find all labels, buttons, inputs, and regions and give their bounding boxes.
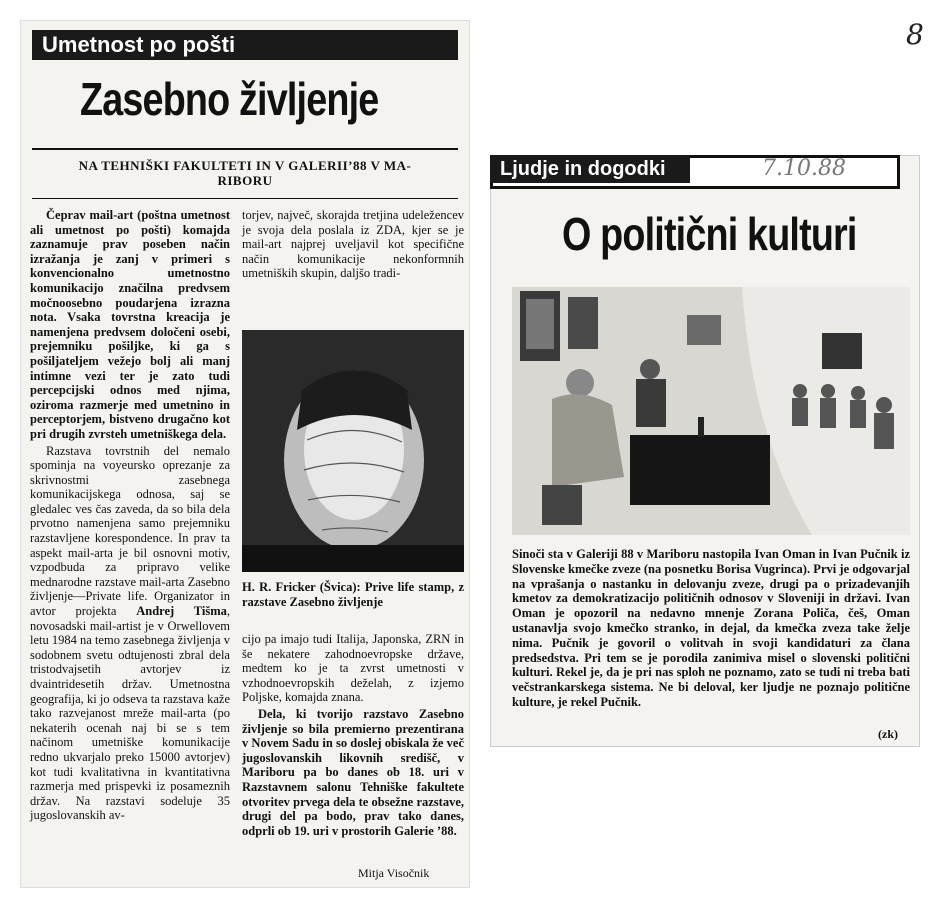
author-signature: (zk) bbox=[878, 727, 898, 741]
section-banner: Umetnost po pošti bbox=[32, 30, 458, 60]
event-photo-image bbox=[512, 287, 910, 535]
paragraph-bold: Dela, ki tvorijo razstavo Zasebno življenje so bila premierno prezentirana v Novem Sadu in so doslej obiskala že več jugoslovanskih likovnih središč, v Mariboru pa bo danes ob 18. uri v Razstavnem salonu Tehniške fakultete otvoritev prvega dela te obsežne razstave, drugi del pa bodo, prav tako danes, odprli ob 19. uri v prostorih Galerie ’88. bbox=[242, 706, 464, 838]
column-1 bbox=[30, 208, 230, 823]
column-2-bottom bbox=[242, 632, 464, 838]
paragraph-text: , novosadski mail-artist je v Orwellovem letu 1984 na temo zasebnega življenja v sodobnem svetu odtujenosti zbral dela tristodvajsetih avtorjev iz dvaintridesetih držav. Umetnostna geografija, ki jo odseva ta razstava kaže tako razvejanost mreže mail-arta (po nekaterih ocenah naj bi se s tem načinom umetniške komunikacije redno ukvarjalo preko 15000 avtorjev) kot tudi kvalitativna in kvantitativna razmerja med prispevki iz posameznih držav. Na razstavi sodeluje 35 jugoslovanskih av- bbox=[30, 604, 231, 823]
divider bbox=[32, 148, 458, 150]
clipping-o-politicni-kulturi bbox=[490, 155, 920, 747]
fricker-stamp-image bbox=[242, 330, 464, 572]
handwritten-date: 7.10.88 bbox=[762, 156, 846, 181]
clipping-zasebno-zivljenje bbox=[20, 20, 470, 888]
subheading-line-2: RIBORU bbox=[217, 173, 273, 188]
paragraph: torjev, največ, skorajda tretjina udeležencev je svoja dela poslala iz ZDA, kjer se je mail-art najprej uveljavil kot specifične način komunikacije nekonformnih umetniških skupin, daljšo tradi- bbox=[242, 208, 464, 281]
subheading bbox=[32, 158, 458, 188]
paragraph-lead: Čeprav mail-art (poštna umetnost ali umetnost po pošti) komajda zaznamuje prav poseben način izražanja je zanj v primeri s konvencionalno umetnostno komunikacijo značilna predvsem močnoosebno poudarjena izrazna nota. Vsaka tovrstna kreacija je namenjena predvsem določeni osebi, prejemniku pošiljke, ki ga s pošiljateljem vežejo bolj ali manj intimne vezi ter je zato tudi percepcijski odnos med njima, oziroma razmerje med umetnino in perceptorjem, bistveno drugačno kot pri drugih zvrsteh umetniškega dela. bbox=[30, 208, 230, 441]
column-2-top bbox=[242, 208, 464, 281]
section-banner bbox=[490, 155, 900, 189]
paragraph: cijo pa imajo tudi Italija, Japonska, ZRN in še nekatere zahodnoevropske države, medtem ko je ta zvrst umetnosti v vzhodnoevropskih deželah, z izjemo Poljske, komajda znana. bbox=[242, 632, 464, 705]
headline: O politični kulturi bbox=[562, 208, 857, 260]
author-signature: Mitja Visočnik bbox=[358, 866, 430, 880]
paragraph bbox=[30, 444, 230, 823]
subheading-line-1: NA TEHNIŠKI FAKULTETI IN V GALERII’88 V MA- bbox=[78, 158, 412, 173]
author-name: Andrej Tišma bbox=[136, 604, 227, 619]
stamp-photo bbox=[242, 330, 464, 572]
paragraph-text: Razstava tovrstnih del nemalo spominja na voyeursko oprezanje za skrivnostmi zasebnega komunikacijskega odnosa, saj se gledalec ves čas zaveda, da so bila dela prvotno namenjena samo prejemniku razstavljene korespondence. In prav ta aspekt mail-arta je bil osnovni motiv, vzpodbuda za pripravo velike mednarodne razstave mail-arta Zasebno življenje—Private life. Organizator in avtor projekta bbox=[30, 443, 230, 619]
photo-caption: H. R. Fricker (Švica): Prive life stamp, z razstave Zasebno življenje bbox=[242, 580, 464, 609]
headline: Zasebno življenje bbox=[80, 73, 379, 125]
divider bbox=[32, 198, 458, 199]
photo-caption: Sinoči sta v Galeriji 88 v Mariboru nastopila Ivan Oman in Ivan Pučnik iz Slovenske kmečke zveze (na posnetku Borisa Vugrinca). Prvi je odgovarjal na vprašanja o nastanku in delovanju zveze, drugi pa o prizadevanjih kmetov za demokratizacijo političnih odnosov v Sloveniji in državi. Ivan Oman je opozoril na nedavno mnenje Zorana Poliča, češ, Oman ustanavlja svojo kmečko stranko, in dejal, da kmečka zveza take želje nima. Pučnik je govoril o volitvah in svoji kandidaturi za člana predsedstva. Pri tem se je porodila zanimiva misel o slovenski politični kulturi. Rekel je, da je pri nas sploh ne poznamo, zato se tudi ni treba bati večstrankarskega sistema. Ne bi deloval, ker ljudje ne poznajo politične kulture, je rekel Pučnik. bbox=[512, 547, 910, 709]
gallery-photo bbox=[512, 287, 910, 535]
page-number: 8 bbox=[906, 18, 924, 51]
section-title: Ljudje in dogodki bbox=[490, 155, 690, 183]
